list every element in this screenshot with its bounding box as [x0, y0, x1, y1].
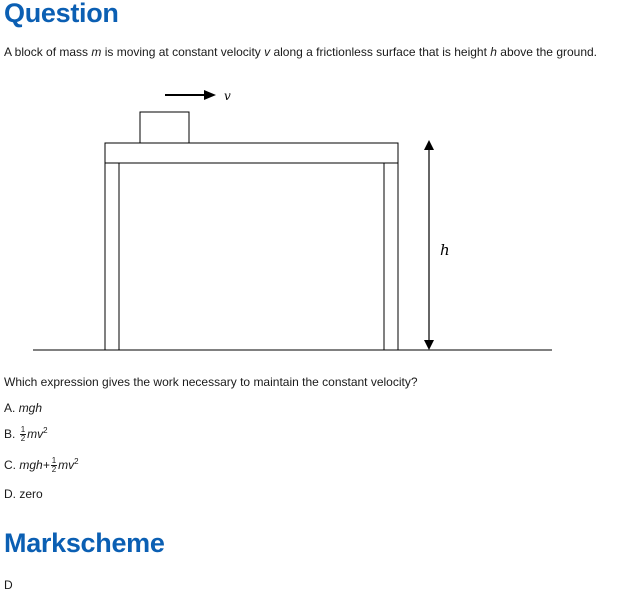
- fraction-numerator: 1: [51, 456, 57, 466]
- option-b: [4, 426, 48, 443]
- option-b-letter: B.: [4, 427, 16, 441]
- velocity-symbol: v: [264, 45, 271, 59]
- stem-text-1: A block of mass: [4, 45, 92, 59]
- question-prompt: Which expression gives the work necessary to maintain the constant velocity?: [4, 375, 418, 389]
- height-arrowhead-bottom: [424, 340, 434, 350]
- option-c-letter: C.: [4, 458, 16, 472]
- stem-text-2: is moving at constant velocity: [101, 45, 265, 59]
- option-d: [4, 487, 43, 501]
- fraction-numerator: 1: [20, 425, 26, 435]
- option-a-letter: A.: [4, 401, 16, 415]
- option-a: [4, 401, 42, 415]
- option-c: [4, 457, 79, 474]
- mass-symbol: m: [91, 45, 102, 59]
- fraction-denominator: 2: [20, 434, 26, 444]
- option-b-text: mv: [27, 427, 44, 441]
- block-on-table-diagram: [0, 70, 630, 360]
- table-top: [105, 143, 398, 163]
- height-arrowhead-top: [424, 140, 434, 150]
- question-heading: Question: [4, 0, 119, 28]
- height-symbol: h: [490, 45, 497, 59]
- option-d-text: zero: [19, 487, 43, 501]
- fraction-denominator: 2: [51, 465, 57, 475]
- markscheme-answer: D: [4, 578, 13, 592]
- block: [140, 112, 189, 143]
- height-label: h: [440, 241, 450, 259]
- question-stem: [4, 45, 597, 59]
- stem-text-3: along a frictionless surface that is height: [270, 45, 491, 59]
- velocity-arrowhead: [204, 90, 216, 100]
- stem-text-4: above the ground.: [496, 45, 598, 59]
- option-c-text: mv: [58, 458, 75, 472]
- option-c-exponent: 2: [74, 457, 79, 466]
- markscheme-heading: Markscheme: [4, 528, 165, 558]
- option-d-letter: D.: [4, 487, 16, 501]
- fraction-half: [20, 426, 26, 443]
- velocity-label: v: [224, 89, 231, 103]
- table-leg-left: [105, 163, 119, 350]
- fraction-half: [51, 457, 57, 474]
- option-c-prefix: mgh+: [19, 458, 50, 472]
- option-b-exponent: 2: [43, 426, 48, 435]
- option-a-text: mgh: [18, 401, 43, 415]
- table-leg-right: [384, 163, 398, 350]
